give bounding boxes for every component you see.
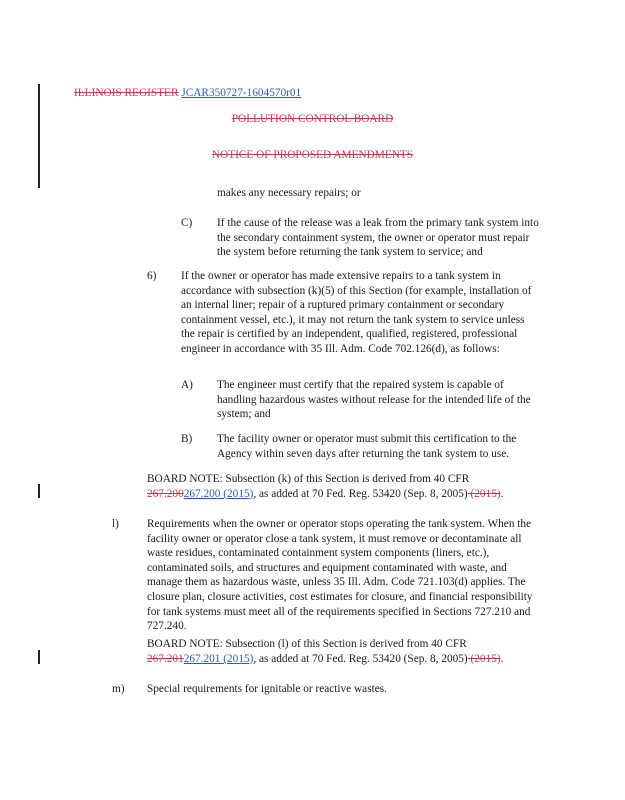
change-bar	[38, 484, 40, 498]
board-note-l-old2: (2015)	[467, 652, 501, 665]
item-6-text: If the owner or operator has made extensive repairs to a tank system in accordance with subsection (k)(5) of this Section (for example, installation of an internal liner; repair of a ruptured primary containment or secondary containment vessel, etc.), it may not return the tank system to service unless the repair is certified by an independent, qualified, registered, professional engineer in accordance with 35 Ill. Adm. Code 702.126(d), as follows:	[181, 270, 532, 355]
board-title: POLLUTION CONTROL BOARD	[231, 113, 394, 125]
item-b-text: The facility owner or operator must submit this certification to the Agency within seven days after returning the tank system to use.	[217, 433, 517, 460]
board-note-l-mid: , as added at 70 Fed. Reg. 53420 (Sep. 8, 2005)	[253, 652, 468, 665]
register-header	[74, 86, 301, 101]
board-note-l-old: 267.201	[147, 652, 184, 665]
board-note-k-old: 267.200	[147, 487, 184, 500]
notice-title: NOTICE OF PROPOSED AMENDMENTS	[211, 149, 414, 161]
item-b-label: B)	[181, 433, 193, 445]
item-a-label: A)	[181, 379, 193, 391]
item-l-label: l)	[112, 518, 119, 530]
board-note-l-new: 267.201 (2015)	[183, 652, 254, 665]
item-m-label: m)	[112, 683, 125, 695]
item-6-label: 6)	[147, 270, 157, 282]
change-bar	[38, 84, 40, 188]
board-note-k-old2: (2015)	[467, 487, 501, 500]
item-l-text: Requirements when the owner or operator stops operating the tank system. When the facility owner or operator close a tank system, it must remove or decontaminate all waste residues, contaminated containment system components (liners, etc.), contaminated soils, and structures and equipment contaminated with waste, and manage them as hazardous waste, unless 35 Ill. Adm. Code 721.103(d) applies. The closure plan, closure activities, cost estimates for closure, and financial responsibility for tank systems must meet all of the requirements specified in Sections 727.210 and 727.240.	[147, 518, 533, 633]
item-m-text: Special requirements for ignitable or reactive wastes.	[147, 683, 387, 695]
continued-text: makes any necessary repairs; or	[217, 187, 361, 199]
board-note-k-mid: , as added at 70 Fed. Reg. 53420 (Sep. 8, 2005)	[253, 487, 468, 500]
board-note-k-new: 267.200 (2015)	[183, 487, 254, 500]
board-note-l-prefix: BOARD NOTE: Subsection (l) of this Section is derived from 40 CFR	[147, 638, 467, 650]
board-note-k	[147, 472, 547, 501]
board-note-k-end: .	[500, 487, 504, 500]
board-note-l	[147, 637, 547, 666]
item-c-label: C)	[181, 217, 193, 229]
item-c-text: If the cause of the release was a leak from the primary tank system into the secondary containment system, the owner or operator must repair the system before returning the tank system to service; and	[217, 217, 539, 259]
board-note-l-end: .	[500, 652, 504, 665]
register-title: ILLINOIS REGISTER	[74, 87, 179, 99]
change-bar	[38, 650, 40, 664]
item-a-text: The engineer must certify that the repaired system is capable of handling hazardous wastes without release for the intended life of the system; and	[217, 379, 531, 421]
board-note-k-prefix: BOARD NOTE: Subsection (k) of this Section is derived from 40 CFR	[147, 473, 470, 485]
jcar-number: JCAR350727-1604570r01	[181, 87, 302, 99]
